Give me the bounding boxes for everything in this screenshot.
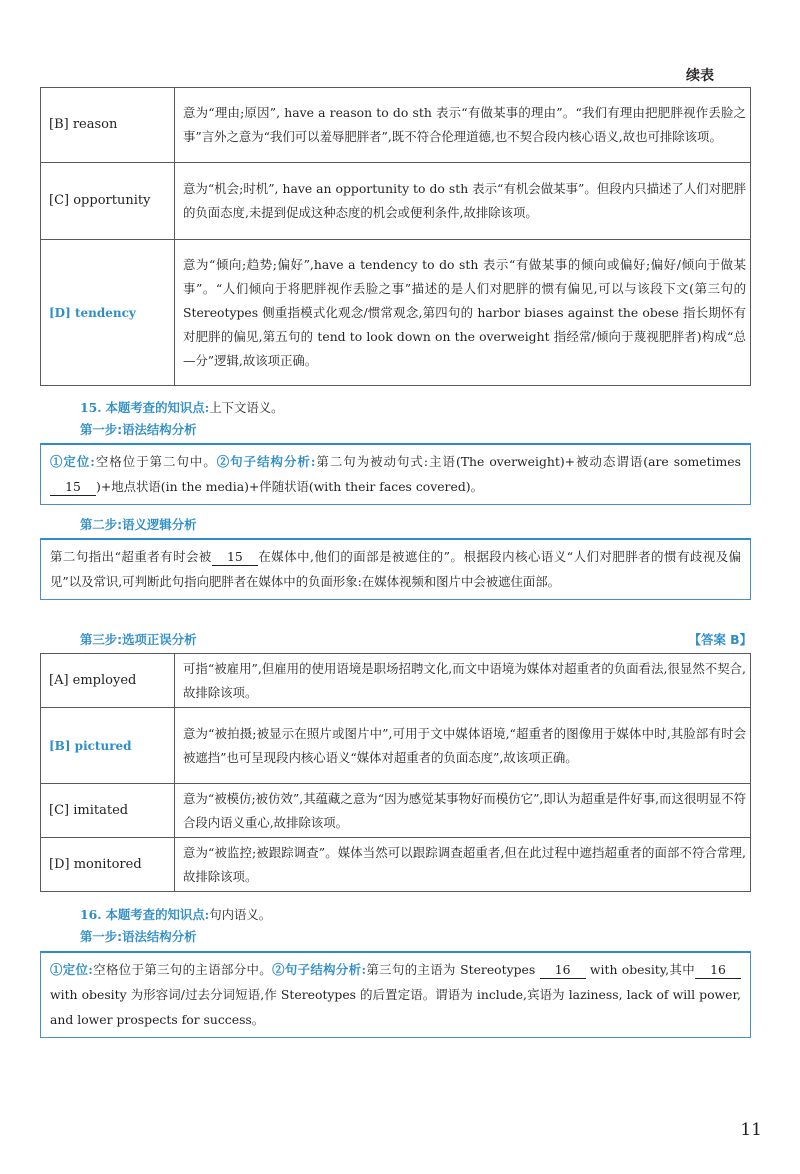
option-explanation: 意为“机会;时机”, have an opportunity to do sth 表示“有机会做某事”。但段内只描述了人们对肥胖的负面态度,未提到促成这种态度的机会或便利条件,故排除该项。 [175,163,751,240]
locate-text: 空格位于第二句中。 [94,454,217,469]
question-16-heading [80,905,271,923]
option-label: [B] reason [41,88,175,163]
option-explanation: 意为“被拍摄;被显示在照片或图片中”,可用于文中媒体语境,“超重者的图像用于媒体中时,其脸部有时会被遮挡”也可呈现段内核心语义“媒体对超重者的负面态度”,故该项正确。 [175,708,751,784]
blank-16: 16 [540,962,586,979]
table-row [41,654,751,708]
option-explanation: 意为“理由;原因”, have a reason to do sth 表示“有做某事的理由”。“我们有理由把肥胖视作丢脸之事”言外之意为“我们可以羞辱肥胖者”,既不符合伦理道德,也不契合段内核心语义,故也可排除该项。 [175,88,751,163]
option-label: [D] monitored [41,838,175,892]
question-topic: 上下文语义。 [209,400,284,415]
option-label: [C] opportunity [41,163,175,240]
structure-text-mid: with obesity,其中 [589,962,695,977]
structure-label: ②句子结构分析: [216,454,316,469]
option-label: [A] employed [41,654,175,708]
q15-semantic-box [40,538,751,600]
table-row [41,163,751,240]
question-title: 本题考查的知识点: [105,907,210,922]
blank-16: 16 [695,962,741,979]
continued-label: 续表 [686,68,714,84]
blank-15: 15 [50,479,96,496]
table-row [41,240,751,386]
question-topic: 句内语义。 [209,907,272,922]
q15-grammar-box [40,443,751,505]
table-row [41,838,751,892]
q16-step-1: 第一步:语法结构分析 [80,929,197,944]
option-explanation: 意为“倾向;趋势;偏好”,have a tendency to do sth 表示“有做某事的倾向或偏好;偏好/倾向于做某事”。“人们倾向于将肥胖视作丢脸之事”描述的是人们对肥胖的惯有偏见,可以与该段下文(第三句的 Stereotypes 侧重指模式化观念/惯常观念,第四句的 harbor biases against the obese 指长期怀有对肥胖的偏见,第五句的 tend to look down on the overweight 指经常/倾向于蔑视肥胖者)构成“总—分”逻辑,故该项正确。 [175,240,751,386]
structure-text-end: with obesity 为形容词/过去分词短语,作 Stereotypes 的后置定语。谓语为 include,宾语为 laziness, lack of will power, and lower prospects for success。 [50,987,741,1027]
table-row [41,88,751,163]
option-explanation: 可指“被雇用”,但雇用的使用语境是职场招聘文化,而文中语境为媒体对超重者的负面看法,很显然不契合,故排除该项。 [175,654,751,708]
semantic-text: 第二句指出“超重者有时会被 [50,549,212,564]
options-table-15 [40,653,751,892]
option-label-correct: [D] tendency [41,240,175,386]
question-number: 16. [80,907,102,922]
q15-step-1: 第一步:语法结构分析 [80,422,197,437]
question-15-heading [80,398,284,416]
option-explanation: 意为“被监控;被跟踪调查”。媒体当然可以跟踪调查超重者,但在此过程中遮挡超重者的面部不符合常理,故排除该项。 [175,838,751,892]
q15-step-3: 第三步:选项正误分析 [80,632,197,647]
table-row [41,784,751,838]
answer-badge: 【答案 B】 [688,632,752,647]
question-number: 15. [80,400,102,415]
q16-grammar-box [40,951,751,1038]
structure-text: 第二句为被动句式:主语(The overweight)+被动态谓语(are sometimes [315,454,742,469]
locate-label: ①定位: [50,454,95,469]
semantic-text-end: 在媒体中,他们的面部是被遮住的”。根据段内核心语义“人们对肥胖者的惯有歧视及偏见”以及常识,可判断此句指向肥胖者在媒体中的负面形象:在媒体视频和图片中会被遮住面部。 [50,549,742,589]
locate-label: ①定位: [50,962,93,977]
question-title: 本题考查的知识点: [105,400,210,415]
option-explanation: 意为“被模仿;被仿效”,其蕴藏之意为“因为感觉某事物好而模仿它”,即认为超重是件好事,而这很明显不符合段内语义重心,故排除该项。 [175,784,751,838]
option-label: [C] imitated [41,784,175,838]
locate-text: 空格位于第三句的主语部分中。 [92,962,273,977]
structure-text: 第三句的主语为 Stereotypes [366,962,536,977]
page-number: 11 [740,1120,762,1140]
structure-label: ②句子结构分析: [272,962,367,977]
q15-step-2: 第二步:语义逻辑分析 [80,517,197,532]
structure-text-end: )+地点状语(in the media)+伴随状语(with their faces covered)。 [96,479,483,494]
options-table-continued [40,87,751,386]
blank-15: 15 [212,549,258,566]
option-label-correct: [B] pictured [41,708,175,784]
table-row [41,708,751,784]
